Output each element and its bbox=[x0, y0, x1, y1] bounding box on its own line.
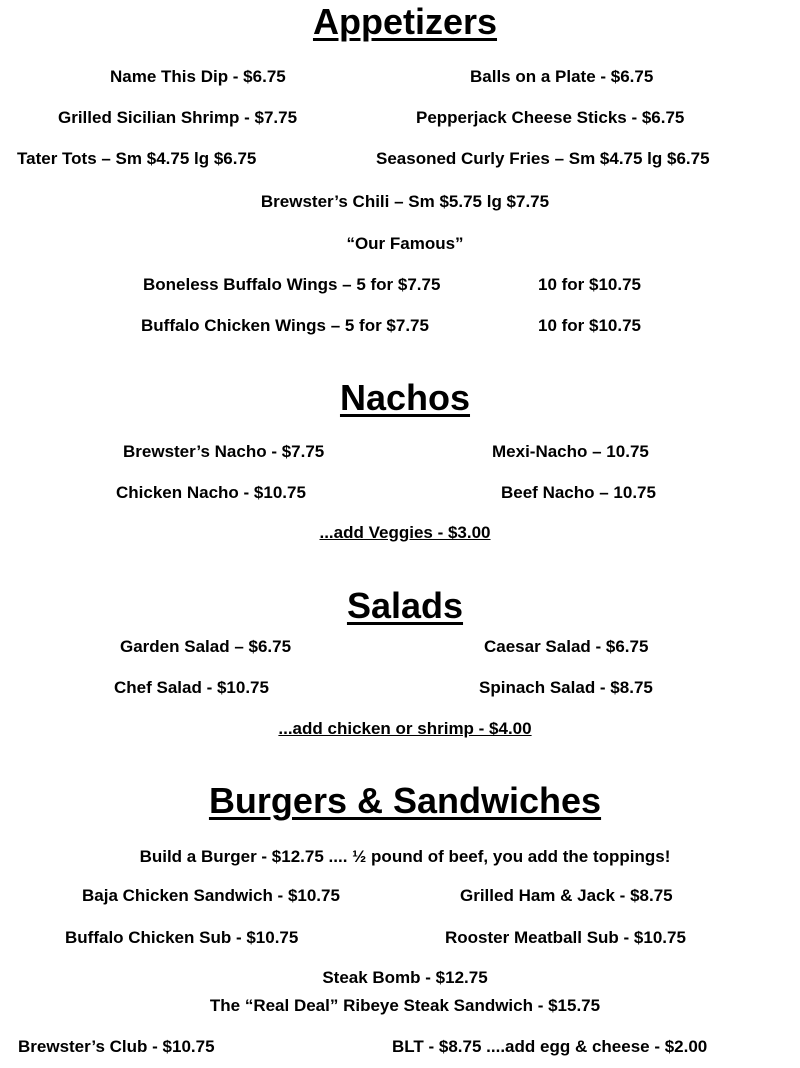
menu-item: Brewster’s Nacho - $7.75 bbox=[123, 442, 325, 461]
menu-item: Tater Tots – Sm $4.75 lg $6.75 bbox=[17, 149, 257, 168]
menu-item-price: 10 for $10.75 bbox=[538, 275, 642, 294]
menu-item: Build a Burger - $12.75 .... ½ pound of beef, you add the toppings! bbox=[139, 847, 671, 866]
menu-item: Seasoned Curly Fries – Sm $4.75 lg $6.75 bbox=[376, 149, 710, 168]
menu-item: Buffalo Chicken Sub - $10.75 bbox=[65, 928, 299, 947]
menu-item: Beef Nacho – 10.75 bbox=[501, 483, 656, 502]
menu-item: Pepperjack Cheese Sticks - $6.75 bbox=[416, 108, 685, 127]
famous-label: “Our Famous” bbox=[346, 234, 464, 253]
menu-item: Baja Chicken Sandwich - $10.75 bbox=[82, 886, 340, 905]
menu-item: Brewster’s Club - $10.75 bbox=[18, 1037, 215, 1056]
menu-item: Boneless Buffalo Wings – 5 for $7.75 bbox=[143, 275, 441, 294]
menu-item: BLT - $8.75 ....add egg & cheese - $2.00 bbox=[392, 1037, 708, 1056]
menu-item: Caesar Salad - $6.75 bbox=[484, 637, 649, 656]
menu-item: Brewster’s Chili – Sm $5.75 lg $7.75 bbox=[260, 192, 550, 211]
menu-item: The “Real Deal” Ribeye Steak Sandwich - $15.75 bbox=[209, 996, 601, 1015]
salads-heading: Salads bbox=[346, 585, 464, 626]
menu-item: Grilled Ham & Jack - $8.75 bbox=[460, 886, 673, 905]
menu-item: Grilled Sicilian Shrimp - $7.75 bbox=[58, 108, 298, 127]
menu-item: Chicken Nacho - $10.75 bbox=[116, 483, 306, 502]
add-on: ...add Veggies - $3.00 bbox=[319, 523, 491, 542]
menu-item: Spinach Salad - $8.75 bbox=[479, 678, 653, 697]
add-on: ...add chicken or shrimp - $4.00 bbox=[278, 719, 532, 738]
nachos-heading: Nachos bbox=[339, 377, 471, 418]
burgers-heading: Burgers & Sandwiches bbox=[208, 780, 602, 821]
menu-item: Balls on a Plate - $6.75 bbox=[470, 67, 654, 86]
menu-item: Garden Salad – $6.75 bbox=[120, 637, 292, 656]
menu-item: Name This Dip - $6.75 bbox=[110, 67, 286, 86]
menu-item: Chef Salad - $10.75 bbox=[114, 678, 269, 697]
menu-item-price: 10 for $10.75 bbox=[538, 316, 642, 335]
menu-item: Steak Bomb - $12.75 bbox=[322, 968, 488, 987]
appetizers-heading: Appetizers bbox=[312, 1, 498, 42]
menu-item: Buffalo Chicken Wings – 5 for $7.75 bbox=[141, 316, 429, 335]
menu-item: Mexi-Nacho – 10.75 bbox=[492, 442, 649, 461]
menu-item: Rooster Meatball Sub - $10.75 bbox=[445, 928, 686, 947]
